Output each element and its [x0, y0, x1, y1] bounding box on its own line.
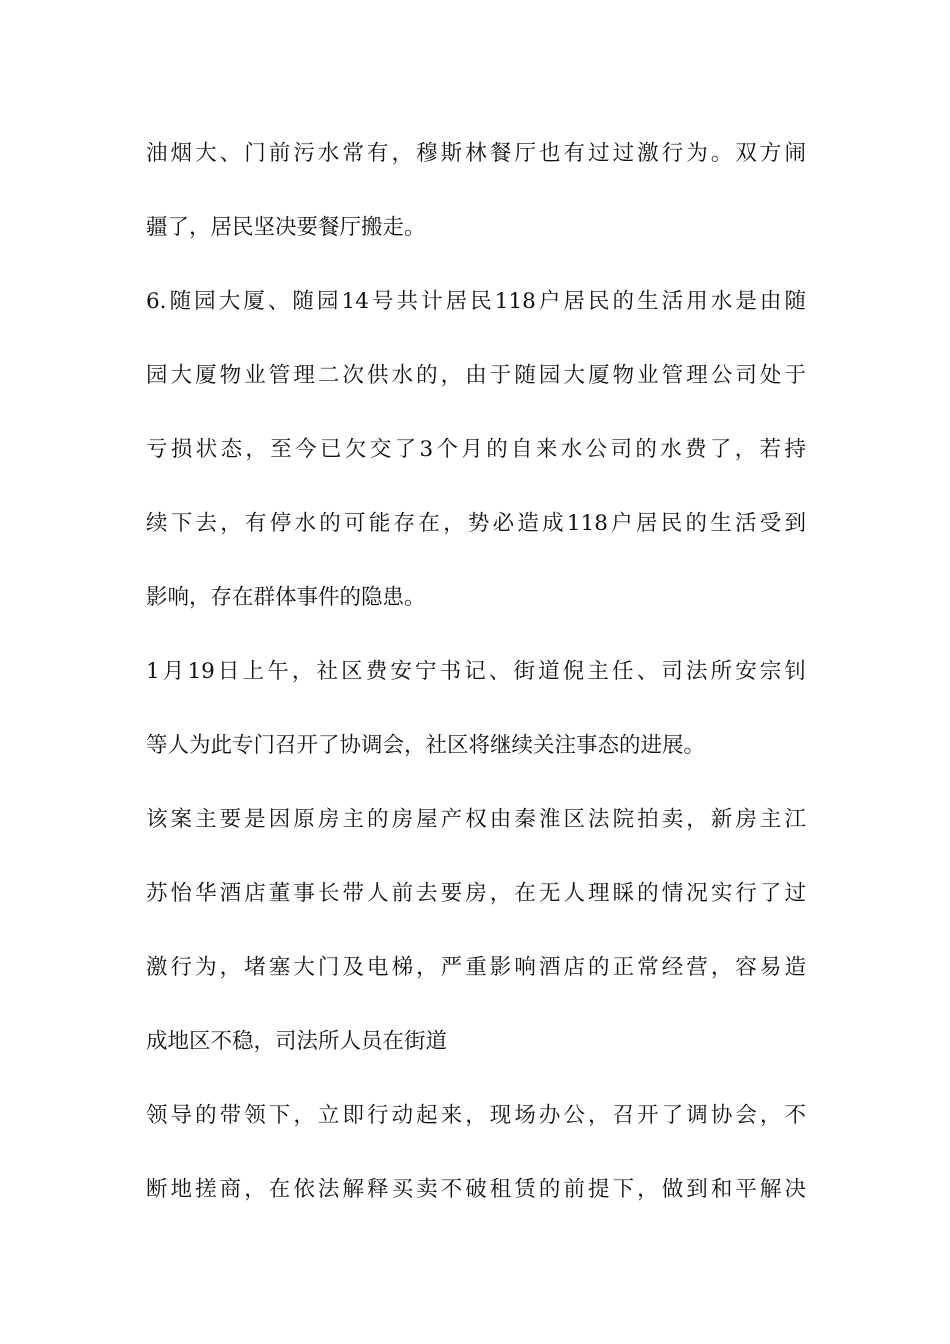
- text-line: 领导的带领下，立即行动起来，现场办公，召开了调协会，不: [146, 1103, 806, 1128]
- text-line: 6.随园大厦、随园14号共计居民118户居民的生活用水是由随: [146, 289, 806, 314]
- text-line: 影响，存在群体事件的隐患。: [146, 585, 426, 610]
- text-line: 激行为，堵塞大门及电梯，严重影响酒店的正常经营，容易造: [146, 955, 806, 980]
- text-line: 亏损状态，至今已欠交了3个月的自来水公司的水费了，若持: [146, 437, 806, 462]
- text-line: 该案主要是因原房主的房屋产权由秦淮区法院拍卖，新房主江: [146, 807, 806, 832]
- text-line: 续下去，有停水的可能存在，势必造成118户居民的生活受到: [146, 511, 806, 536]
- text-line: 断地搓商，在依法解释买卖不破租赁的前提下，做到和平解决: [146, 1177, 806, 1202]
- text-line: 成地区不稳，司法所人员在街道: [146, 1029, 448, 1054]
- text-line: 1月19日上午，社区费安宁书记、街道倪主任、司法所安宗钊: [146, 659, 806, 684]
- text-line: 疆了，居民坚决要餐厅搬走。: [146, 215, 426, 240]
- text-line: 苏怡华酒店董事长带人前去要房，在无人理睬的情况实行了过: [146, 881, 806, 906]
- text-line: 等人为此专门召开了协调会，社区将继续关注事态的进展。: [146, 733, 706, 758]
- text-line: 油烟大、门前污水常有，穆斯林餐厅也有过过激行为。双方闹: [146, 141, 806, 166]
- text-line: 园大厦物业管理二次供水的，由于随园大厦物业管理公司处于: [146, 363, 806, 388]
